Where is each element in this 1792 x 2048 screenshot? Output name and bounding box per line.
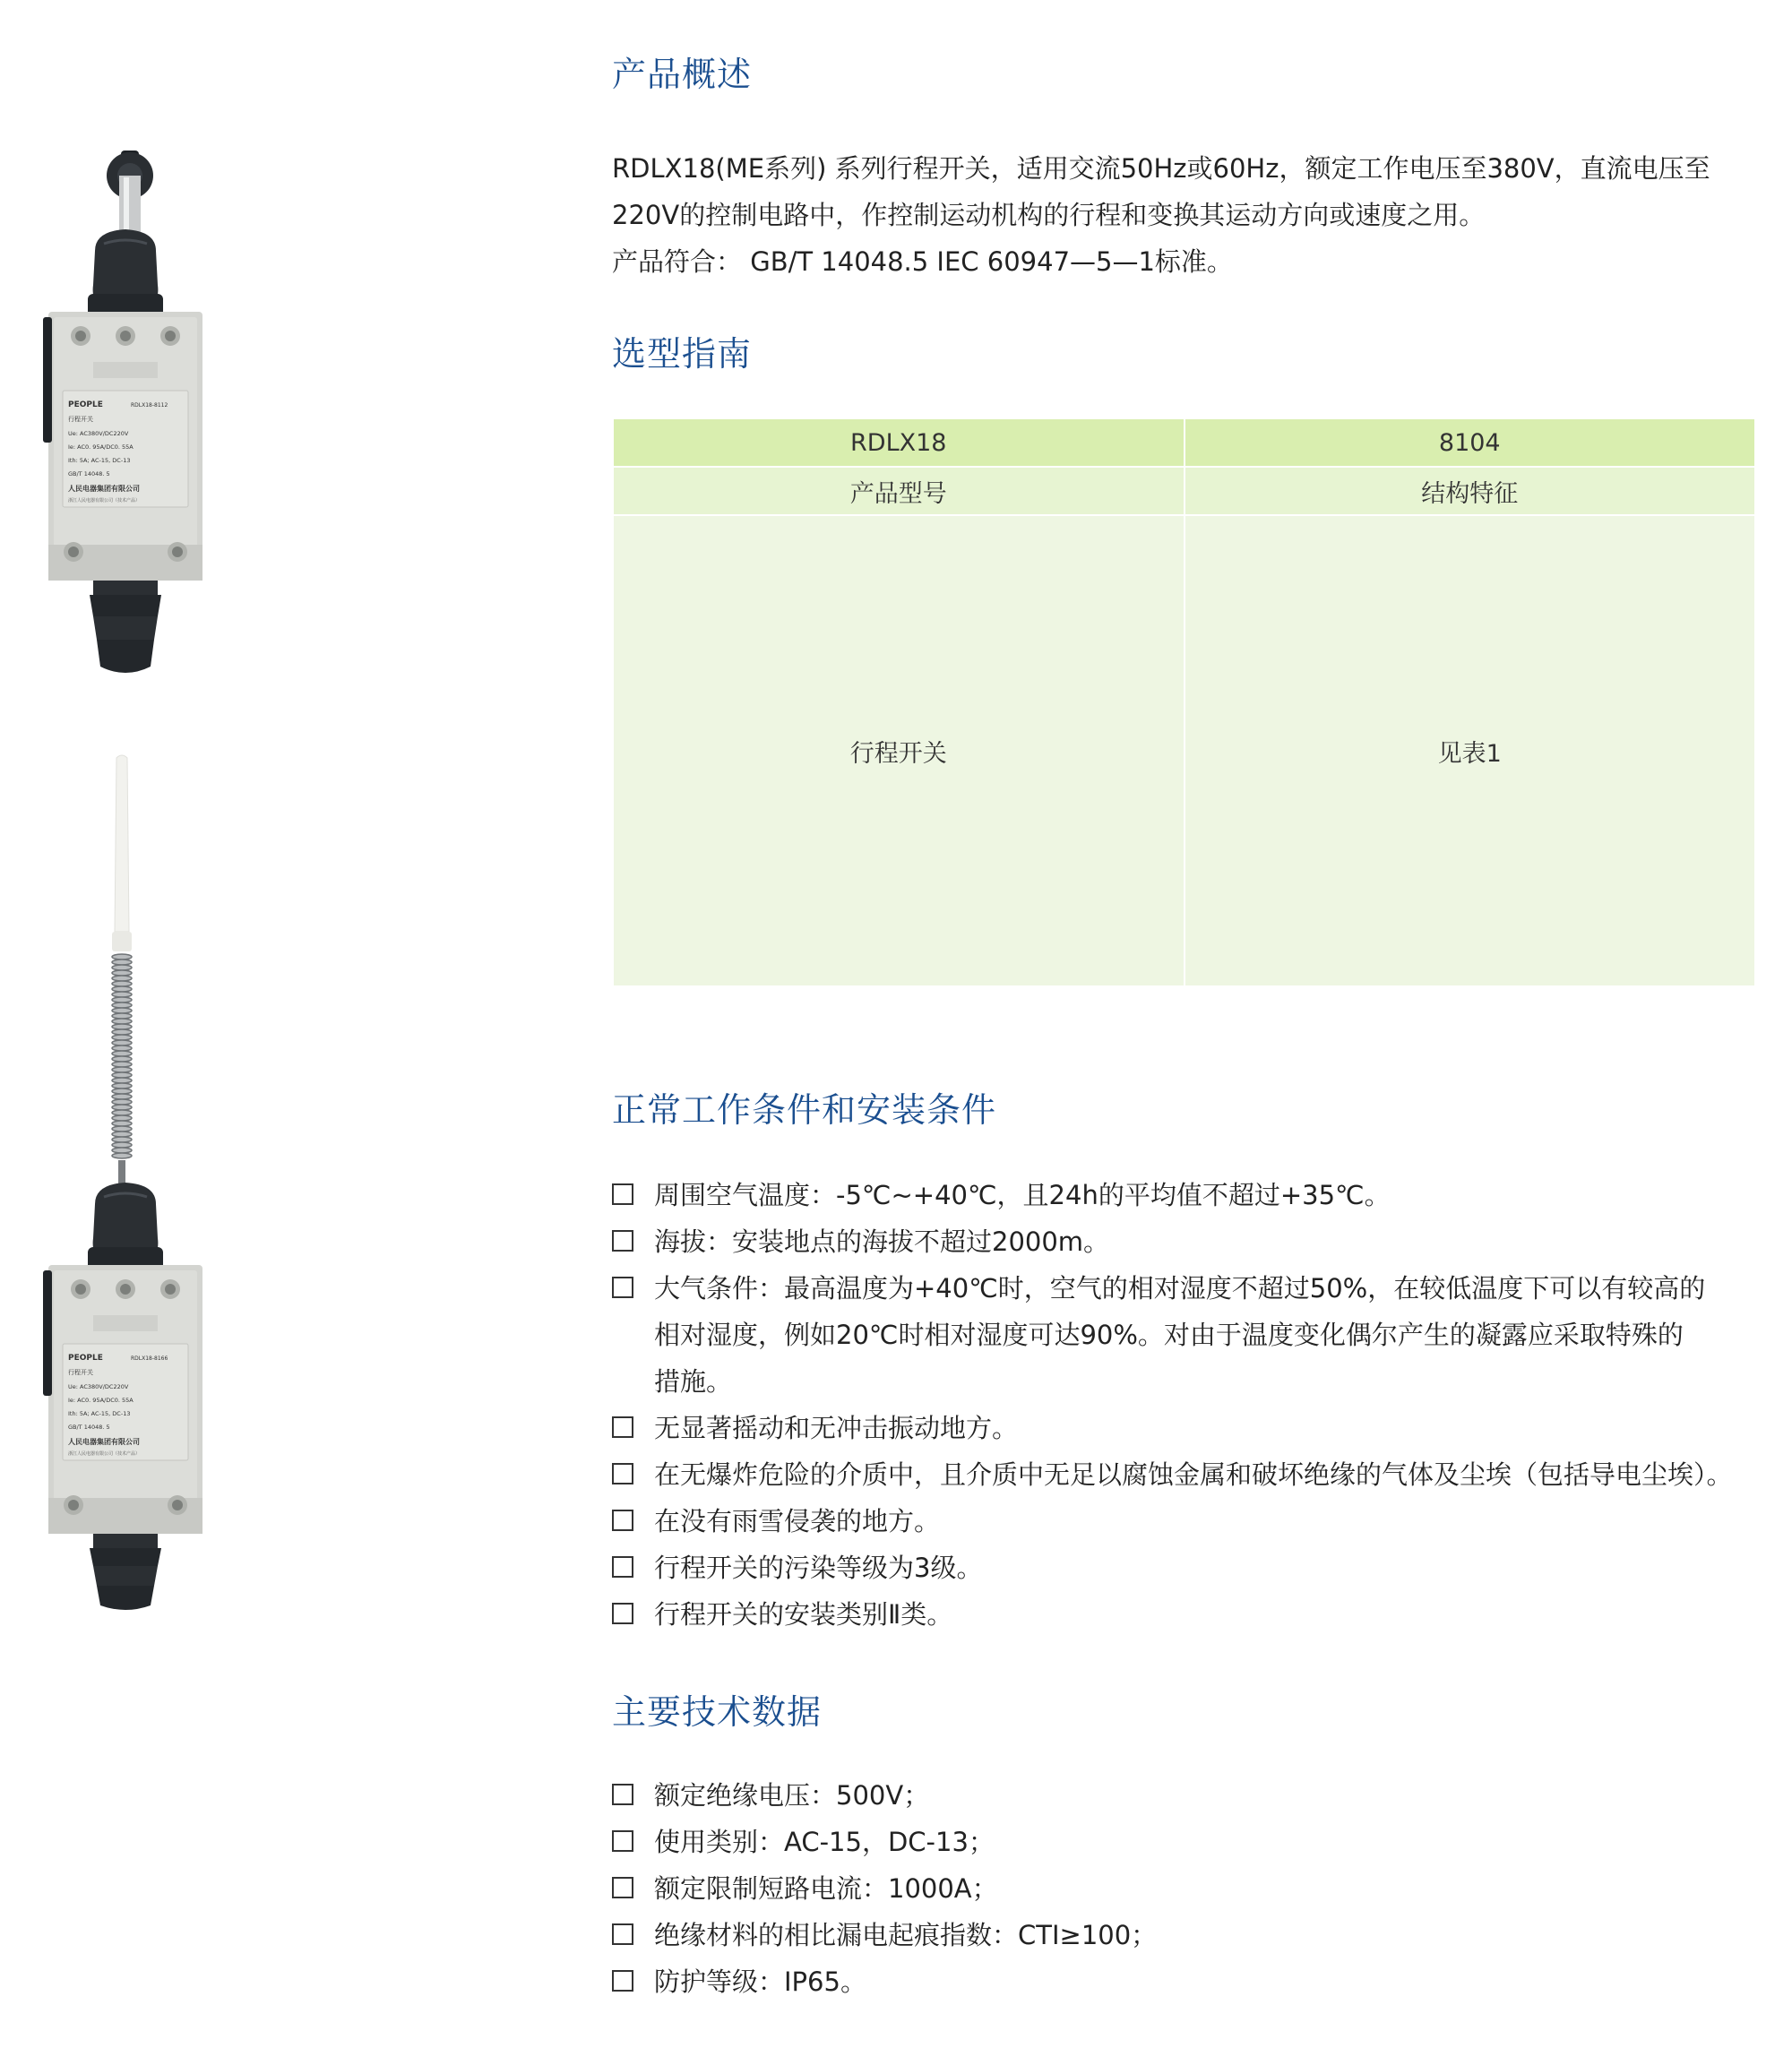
list-item bbox=[612, 1772, 1157, 1819]
spring-coil-icon bbox=[112, 954, 132, 1158]
checkbox-icon bbox=[612, 1603, 633, 1624]
label-type: 行程开关 bbox=[68, 416, 93, 423]
overview-line-1: RDLX18(ME系列) 系列行程开关，适用交流50Hz或60Hz，额定工作电压至380V，直流电压至 bbox=[612, 153, 1710, 184]
list-item-text: 无显著摇动和无冲击振动地方。 bbox=[654, 1413, 1019, 1443]
list-item-text: 在没有雨雪侵袭的地方。 bbox=[654, 1506, 941, 1536]
label-ue: Ue: AC380V/DC220V bbox=[68, 430, 129, 437]
conditions-list bbox=[612, 1172, 1733, 1638]
spring-coil bbox=[112, 1142, 132, 1148]
list-item bbox=[612, 1218, 1733, 1265]
list-item bbox=[612, 1265, 1733, 1405]
section-title-conditions: 正常工作条件和安装条件 bbox=[612, 1090, 997, 1130]
list-item bbox=[612, 1451, 1733, 1498]
spring-coil bbox=[112, 1051, 132, 1056]
overview-line-3: 产品符合： GB/T 14048.5 IEC 60947—5—1标准。 bbox=[612, 246, 1233, 277]
spring-coil bbox=[112, 1094, 132, 1099]
checkbox-icon bbox=[612, 1230, 633, 1252]
section-title-selection: 选型指南 bbox=[612, 334, 753, 374]
checkbox-icon bbox=[612, 1277, 633, 1298]
list-item-text: 海拔：安装地点的海拔不超过2000m。 bbox=[654, 1226, 1110, 1257]
spring-rod-switch-image bbox=[36, 753, 215, 1613]
cable-gland-icon bbox=[90, 1534, 161, 1610]
label-model: RDLX18-8166 bbox=[131, 1355, 168, 1362]
checkbox-icon bbox=[612, 1784, 633, 1805]
list-item bbox=[612, 1865, 1157, 1912]
cable-gland-icon bbox=[90, 581, 161, 673]
spring-coil bbox=[112, 1121, 132, 1126]
label-maker-sub: 浙江人民电器有限公司（技术产品） bbox=[68, 1451, 141, 1457]
checkbox-icon bbox=[612, 1923, 633, 1945]
flexible-rod-icon bbox=[112, 755, 132, 951]
spring-coil bbox=[112, 1024, 132, 1029]
list-item bbox=[612, 1819, 1157, 1865]
list-item-text: 周围空气温度：-5℃~+40℃，且24h的平均值不超过+35℃。 bbox=[654, 1180, 1391, 1210]
spring-coil bbox=[112, 1153, 132, 1158]
table-cell-feature-value: 见表1 bbox=[1185, 515, 1756, 986]
spring-coil bbox=[112, 1105, 132, 1110]
checkbox-icon bbox=[612, 1556, 633, 1578]
table-cell-feature-header: 结构特征 bbox=[1185, 467, 1756, 515]
spring-coil bbox=[112, 1072, 132, 1078]
checkbox-icon bbox=[612, 1183, 633, 1205]
roller-cap-icon bbox=[107, 151, 153, 240]
checkbox-icon bbox=[612, 1830, 633, 1852]
list-item bbox=[612, 1591, 1733, 1638]
spring-coil bbox=[112, 1035, 132, 1040]
label-maker: 人民电器集团有限公司 bbox=[68, 485, 140, 493]
checkbox-icon bbox=[612, 1877, 633, 1898]
list-item bbox=[612, 1912, 1157, 1958]
checkbox-icon bbox=[612, 1416, 633, 1438]
spring-coil bbox=[112, 965, 132, 970]
table-cell-series: RDLX18 bbox=[613, 418, 1185, 467]
list-item bbox=[612, 1405, 1733, 1451]
spring-coil bbox=[112, 1019, 132, 1024]
list-item-text: 防护等级：IP65。 bbox=[654, 1966, 866, 1997]
specs-list bbox=[612, 1772, 1157, 2005]
checkbox-icon bbox=[612, 1463, 633, 1484]
switch-housing-icon bbox=[43, 312, 202, 581]
checkbox-icon bbox=[612, 1970, 633, 1992]
list-item-text: 大气条件：最高温度为+40℃时，空气的相对湿度不超过50%，在较低温度下可以有较高的 bbox=[654, 1273, 1706, 1304]
list-item bbox=[612, 1498, 1733, 1545]
spring-coil bbox=[112, 1056, 132, 1062]
spring-coil bbox=[112, 1148, 132, 1153]
label-ith: Ith: 5A; AC-15, DC-13 bbox=[68, 1410, 131, 1417]
list-item-text: 绝缘材料的相比漏电起痕指数：CTI≥100； bbox=[654, 1920, 1158, 1950]
spring-coil bbox=[112, 1126, 132, 1132]
spring-coil bbox=[112, 1132, 132, 1137]
spring-coil bbox=[112, 1062, 132, 1067]
label-model: RDLX18-8112 bbox=[131, 402, 168, 409]
table-cell-model-value: 行程开关 bbox=[613, 515, 1185, 986]
spring-coil bbox=[112, 1040, 132, 1046]
spring-coil bbox=[112, 1099, 132, 1105]
rubber-boot-icon bbox=[88, 229, 163, 319]
spring-coil bbox=[112, 954, 132, 959]
overview-line-2: 220V的控制电路中，作控制运动机构的行程和变换其运动方向或速度之用。 bbox=[612, 200, 1486, 230]
list-item-text: 行程开关的污染等级为3级。 bbox=[654, 1553, 983, 1583]
list-item-text: 额定限制短路电流：1000A； bbox=[654, 1873, 998, 1904]
spring-coil bbox=[112, 1115, 132, 1121]
spring-coil bbox=[112, 1110, 132, 1115]
switch-housing-icon bbox=[43, 1265, 202, 1534]
spring-coil bbox=[112, 976, 132, 981]
table-cell-model-header: 产品型号 bbox=[613, 467, 1185, 515]
list-item-text: 在无爆炸危险的介质中，且介质中无足以腐蚀金属和破坏绝缘的气体及尘埃（包括导电尘埃）。 bbox=[654, 1459, 1733, 1490]
section-title-overview: 产品概述 bbox=[612, 55, 753, 94]
label-maker-sub: 浙江人民电器有限公司（技术产品） bbox=[68, 498, 141, 503]
spring-coil bbox=[112, 1008, 132, 1013]
label-std: GB/T 14048. 5 bbox=[68, 1424, 110, 1431]
product-images bbox=[0, 0, 591, 2048]
spring-coil bbox=[112, 997, 132, 1002]
table-cell-code: 8104 bbox=[1185, 418, 1756, 467]
spring-coil bbox=[112, 1137, 132, 1142]
table-row bbox=[613, 515, 1755, 986]
spring-coil bbox=[112, 1078, 132, 1083]
rubber-boot-icon bbox=[88, 1160, 163, 1272]
selection-table bbox=[612, 417, 1756, 987]
list-item-text: 使用类别：AC-15，DC-13； bbox=[654, 1827, 995, 1857]
label-maker: 人民电器集团有限公司 bbox=[68, 1438, 140, 1446]
list-item-text: 措施。 bbox=[654, 1366, 733, 1397]
spring-coil bbox=[112, 1013, 132, 1019]
spring-coil bbox=[112, 1067, 132, 1072]
label-ie: Ie: AC0. 95A/DC0. 55A bbox=[68, 1397, 134, 1404]
list-item-text: 相对湿度，例如20℃时相对湿度可达90%。对由于温度变化偶尔产生的凝露应采取特殊的 bbox=[654, 1320, 1684, 1350]
checkbox-icon bbox=[612, 1510, 633, 1531]
spring-coil bbox=[112, 1046, 132, 1051]
label-ith: Ith: 5A; AC-15, DC-13 bbox=[68, 457, 131, 464]
spring-coil bbox=[112, 981, 132, 986]
label-brand: PEOPLE bbox=[68, 400, 103, 409]
spring-coil bbox=[112, 1002, 132, 1008]
label-std: GB/T 14048. 5 bbox=[68, 470, 110, 478]
spring-coil bbox=[112, 1089, 132, 1094]
table-row bbox=[613, 418, 1755, 467]
spring-coil bbox=[112, 992, 132, 997]
list-item bbox=[612, 1958, 1157, 2005]
list-item bbox=[612, 1545, 1733, 1591]
spring-coil bbox=[112, 1029, 132, 1035]
table-row bbox=[613, 467, 1755, 515]
label-ie: Ie: AC0. 95A/DC0. 55A bbox=[68, 443, 134, 451]
label-type: 行程开关 bbox=[68, 1369, 93, 1376]
section-title-specs: 主要技术数据 bbox=[612, 1692, 823, 1732]
roller-plunger-switch-image bbox=[36, 151, 215, 675]
list-item-text: 额定绝缘电压：500V； bbox=[654, 1780, 930, 1811]
spring-coil bbox=[112, 986, 132, 992]
spring-coil bbox=[112, 959, 132, 965]
spring-coil bbox=[112, 1083, 132, 1089]
list-item bbox=[612, 1172, 1733, 1218]
spring-coil bbox=[112, 970, 132, 976]
label-brand: PEOPLE bbox=[68, 1354, 103, 1363]
label-ue: Ue: AC380V/DC220V bbox=[68, 1383, 129, 1390]
list-item-text: 行程开关的安装类别Ⅱ类。 bbox=[654, 1599, 953, 1630]
